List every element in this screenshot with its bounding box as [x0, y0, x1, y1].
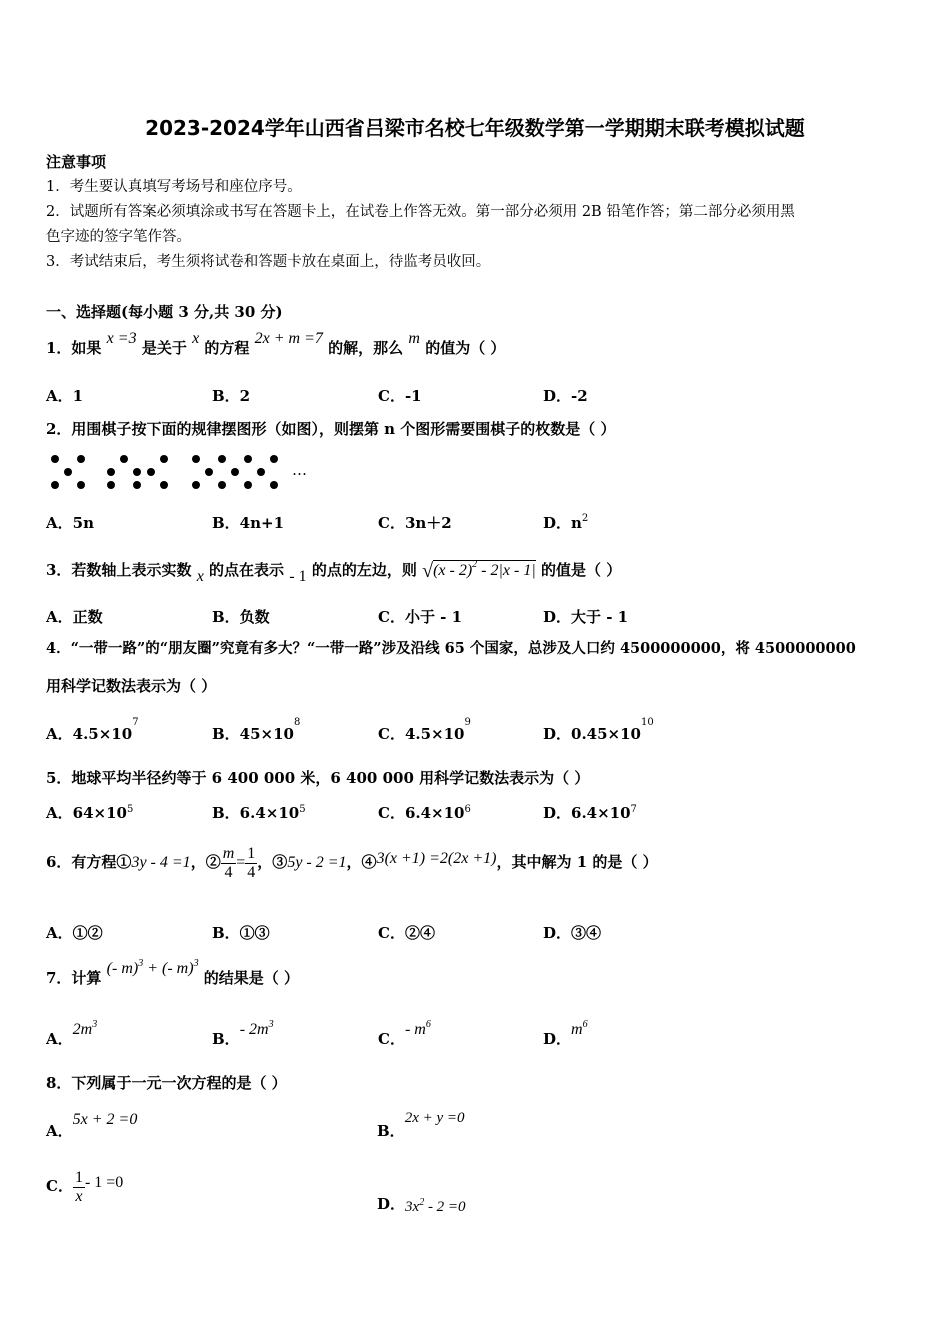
q7-answer-d: m — [571, 1021, 583, 1038]
q8-c-den: x — [75, 1187, 83, 1205]
question-4-line-1: 4．“一带一路”的“朋友圈”究竟有多大？“一带一路”涉及沿线 65 个国家，总涉及人口约 4500000000，将 4500000000 — [46, 640, 856, 657]
q6-option-d[interactable]: D．③④ — [543, 924, 602, 942]
q7-answer-b: - 2m — [239, 1021, 269, 1038]
q5-option-c-text: C．6.4×10 — [378, 804, 465, 822]
q6-fraction-1 — [221, 845, 237, 882]
q6-frac2-num: 1 — [247, 844, 256, 862]
q7-answer-d-sup: 6 — [582, 1019, 588, 1030]
q3-math-3b: - 2|x - 1| — [481, 562, 536, 579]
q3-text-1: 3．若数轴上表示实数 — [46, 561, 192, 579]
q7-option-c-math — [405, 1021, 431, 1038]
q2-ellipsis: … — [292, 461, 307, 479]
q5-option-c[interactable] — [378, 802, 471, 823]
q8-option-a-label: A． — [46, 1122, 73, 1140]
q8-option-b[interactable] — [377, 1110, 465, 1141]
sqrt-icon: √ — [422, 560, 434, 582]
question-4-line-2: 用科学记数法表示为（ ） — [46, 677, 217, 695]
q4-option-c-text: C．4.5×10 — [378, 725, 465, 743]
q2-option-b[interactable]: B．4n+1 — [212, 514, 285, 532]
q3-text-2: 的点在表示 — [209, 561, 285, 579]
q4-option-d-text: D．0.45×10 — [543, 725, 641, 743]
question-1 — [46, 330, 506, 359]
q7-option-a-math — [73, 1021, 98, 1038]
notice-heading: 注意事项 — [46, 153, 107, 171]
q1-text-5: 的值为（ ） — [425, 339, 506, 357]
question-8: 8．下列属于一元一次方程的是（ ） — [46, 1074, 287, 1092]
q2-option-c[interactable]: C．3n＋2 — [378, 514, 452, 532]
question-6 — [46, 842, 658, 883]
question-7 — [46, 958, 300, 991]
q8-option-d-math — [405, 1199, 466, 1215]
q3-math-3 — [433, 560, 536, 579]
q4-option-d-sup: 10 — [640, 717, 654, 728]
q1-text-4: 的解，那么 — [328, 339, 404, 357]
q8-option-b-label: B． — [377, 1122, 405, 1140]
q6-text-3: ，③ — [257, 853, 288, 871]
q7-answer-c: - m — [404, 1021, 426, 1038]
q1-option-a[interactable]: A．1 — [46, 387, 84, 405]
q8-option-c-fraction — [73, 1169, 85, 1206]
q6-frac2-den: 4 — [247, 863, 256, 881]
q6-math-1: 3y - 4 =1 — [131, 854, 191, 871]
q6-option-a[interactable]: A．①② — [46, 924, 103, 942]
q1-text-1: 1．如果 — [46, 339, 102, 357]
q8-c-rest: - 1 =0 — [84, 1174, 124, 1191]
q6-text-5: ，其中解为 1 的是（ ） — [496, 853, 658, 871]
q2-option-d-sup: 2 — [581, 513, 589, 524]
q5-option-a-sup: 5 — [126, 804, 134, 815]
go-stones-pattern-figure — [46, 452, 296, 494]
q7-option-d-math — [571, 1021, 588, 1038]
q8-d-a: 3x — [405, 1199, 420, 1215]
q5-option-a[interactable] — [46, 802, 133, 823]
q4-option-a-sup: 7 — [132, 717, 139, 728]
q3-text-4: 的值是（ ） — [540, 561, 622, 579]
q3-math-3a: (x - 2) — [433, 562, 473, 579]
q3-math-1: x — [196, 568, 204, 585]
q6-frac1-num: m — [222, 844, 235, 862]
q7-sup-1: 3 — [138, 958, 144, 969]
q4-option-b-text: B．45×10 — [212, 725, 294, 743]
q1-option-b[interactable]: B．2 — [212, 387, 251, 405]
q5-option-c-sup: 6 — [464, 804, 471, 815]
q1-math-4: m — [408, 330, 420, 347]
q1-math-1: x =3 — [106, 330, 137, 347]
question-5: 5．地球平均半径约等于 6 400 000 米，6 400 000 用科学记数法表示为（ ） — [46, 769, 590, 787]
q3-option-d[interactable]: D．大于 - 1 — [543, 608, 629, 626]
section-heading: 一、选择题(每小题 3 分,共 30 分) — [46, 303, 283, 321]
q2-option-a[interactable]: A．5n — [46, 514, 94, 532]
q2-option-d[interactable] — [543, 512, 588, 533]
q7-option-b[interactable] — [212, 1019, 274, 1049]
q1-option-d[interactable]: D．-2 — [543, 387, 588, 405]
q8-c-num: 1 — [74, 1168, 83, 1186]
q8-option-c-label: C． — [46, 1177, 73, 1195]
q1-math-3: 2x + m =7 — [254, 330, 323, 347]
q1-text-3: 的方程 — [204, 339, 250, 357]
q6-math-3: 5y - 2 =1 — [287, 854, 347, 871]
q5-option-d-sup: 7 — [630, 804, 637, 815]
q3-option-c[interactable]: C．小于 - 1 — [378, 608, 463, 626]
q7-option-c[interactable] — [378, 1019, 431, 1049]
q8-option-d-label: D． — [377, 1195, 406, 1213]
q5-option-b-text: B．6.4×10 — [212, 804, 300, 822]
q6-frac1-den: 4 — [224, 863, 233, 881]
q8-d-b: - 2 =0 — [424, 1199, 466, 1215]
q3-option-b[interactable]: B．负数 — [212, 608, 270, 626]
q7-answer-a: 2m — [72, 1021, 93, 1038]
q7-answer-c-sup: 6 — [425, 1019, 431, 1030]
q1-math-2: x — [192, 330, 200, 347]
q7-option-d[interactable] — [543, 1019, 588, 1049]
q6-math-4: 3(x +1) =2(2x +1) — [376, 850, 497, 867]
question-2: 2．用围棋子按下面的规律摆图形（如图），则摆第 n 个图形需要围棋子的枚数是（ ） — [46, 420, 616, 438]
q5-option-d-text: D．6.4×10 — [543, 804, 631, 822]
q6-option-c[interactable]: C．②④ — [378, 924, 435, 942]
q7-option-d-label: D． — [543, 1030, 572, 1048]
q8-option-b-math: 2x + y =0 — [404, 1110, 465, 1126]
q7-math — [107, 960, 199, 977]
q8-option-c[interactable] — [46, 1166, 123, 1207]
q7-sup-2: 3 — [193, 958, 199, 969]
q7-math-2: + (- m) — [143, 960, 194, 977]
q6-fraction-2 — [245, 845, 257, 882]
q3-math-3sup: 2 — [472, 559, 478, 570]
q5-option-a-text: A．64×10 — [46, 804, 127, 822]
q8-d-sup: 2 — [419, 1197, 425, 1208]
q8-option-d[interactable] — [377, 1193, 466, 1214]
q6-equals: = — [236, 854, 246, 871]
q8-option-a[interactable] — [46, 1111, 138, 1141]
q2-option-d-text: D．n — [543, 514, 582, 532]
q4-option-a-text: A．4.5×10 — [46, 725, 133, 743]
notice-item-1: 1．考生要认真填写考场号和座位序号。 — [46, 179, 302, 195]
q4-option-d[interactable] — [543, 717, 654, 744]
q6-text-2: ，② — [190, 853, 221, 871]
q7-math-1: (- m) — [106, 960, 139, 977]
q5-option-b[interactable] — [212, 802, 306, 823]
page-title: 2023-2024学年山西省吕梁市名校七年级数学第一学期期末联考模拟试题 — [145, 116, 805, 140]
q8-option-a-math: 5x + 2 =0 — [72, 1111, 138, 1128]
q5-option-d[interactable] — [543, 802, 637, 823]
q5-option-b-sup: 5 — [299, 804, 306, 815]
q6-option-b[interactable]: B．①③ — [212, 924, 270, 942]
notice-item-2: 2．试题所有答案必须填涂或书写在答题卡上，在试卷上作答无效。第一部分必须用 2B 铅笔作答；第二部分必须用黑 — [46, 204, 795, 220]
q4-option-b-sup: 8 — [294, 717, 301, 728]
notice-item-2-cont: 色字迹的签字笔作答。 — [46, 229, 191, 245]
notice-item-3: 3．考试结束后，考生须将试卷和答题卡放在桌面上，待监考员收回。 — [46, 254, 491, 270]
q4-option-b[interactable] — [212, 717, 301, 744]
q7-answer-b-sup: 3 — [268, 1019, 274, 1030]
question-3 — [46, 559, 621, 583]
q1-text-2: 是关于 — [141, 339, 187, 357]
q4-option-a[interactable] — [46, 717, 139, 744]
q1-option-c[interactable]: C．-1 — [378, 387, 422, 405]
q4-option-c-sup: 9 — [464, 717, 471, 728]
q3-option-a[interactable]: A．正数 — [46, 608, 103, 626]
q3-text-3: 的点的左边，则 — [311, 561, 417, 579]
q4-option-c[interactable] — [378, 717, 471, 744]
q7-answer-a-sup: 3 — [92, 1019, 98, 1030]
q7-option-a[interactable] — [46, 1019, 98, 1049]
q7-option-c-label: C． — [378, 1030, 405, 1048]
q7-option-b-label: B． — [212, 1030, 240, 1048]
q6-text-1: 6．有方程① — [46, 853, 132, 871]
q7-option-b-math — [240, 1021, 274, 1038]
q3-math-2: - 1 — [289, 568, 307, 585]
q6-text-4: ，④ — [346, 853, 377, 871]
q7-text-1: 7．计算 — [46, 969, 102, 987]
q7-option-a-label: A． — [46, 1030, 73, 1048]
q7-text-2: 的结果是（ ） — [203, 969, 300, 987]
